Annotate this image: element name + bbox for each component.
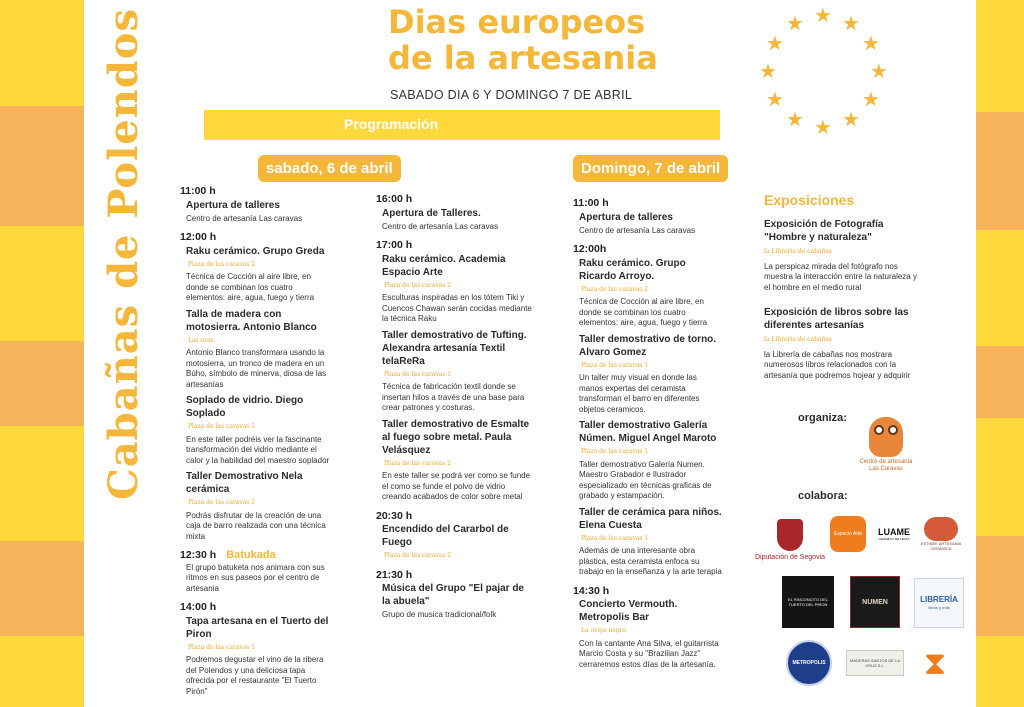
star-icon: ★ (814, 117, 832, 139)
stripe-right-2 (976, 112, 1024, 230)
event-place: Plaza de las caravas 2 (384, 459, 452, 467)
stripe-right-6 (976, 536, 1024, 636)
event-desc: Técnica de Cocción al aire libre, en donde se combinan los cuatro elementos: aire, agua, fuego y tierra (186, 272, 315, 302)
stripe-right-1 (976, 0, 1024, 112)
event-place: Plaza de las caravas 1 (384, 370, 452, 378)
star-icon: ★ (766, 89, 784, 111)
event-desc: Esculturas inspiradas en los tótem Tiki y Cuencos Chawan serán cocidas mediante la técnica Raku (382, 293, 532, 323)
event-title: Raku cerámico. Academia Espacio Arte (382, 253, 506, 278)
event-place: Plaza de las caravas 1 (188, 423, 256, 430)
star-icon: ★ (842, 13, 860, 35)
metropolis-logo (786, 640, 832, 686)
diputacion-text: Diputación de Segovia (754, 554, 826, 561)
event-place: Plaza de las caravas 1 (581, 448, 649, 455)
event-place: Plaza de las caravas 2 (384, 281, 452, 289)
event-time: 14:00 h (180, 601, 217, 613)
event-place: Plaza de las caravas 1 (581, 534, 649, 542)
stripe-right-3 (976, 230, 1024, 346)
espacio-arte-logo (830, 516, 866, 552)
star-icon: ★ (786, 109, 804, 131)
event-time: 12:00 h (180, 231, 217, 243)
libreria-sub-text: libros y más (928, 605, 950, 610)
event-title: Apertura de talleres (186, 199, 280, 211)
event-desc: Con la cantante Ana Silva, el guitarrista Marcio Costa y su "Brazilian Jazz" cerraremos estos días de la artesanía. (579, 638, 719, 669)
event-title: Concierto Vermouth. Metropolis Bar (579, 599, 678, 623)
saturday-column-1 (180, 186, 330, 701)
programacion-banner: Programación (204, 110, 720, 140)
exposicion-desc: la Librería de cabañas nos mostrara numerosos libros relacionados con la artesanía que podremos hojear y adquirir (764, 349, 911, 380)
luame-text: LUAME (878, 527, 910, 537)
event-title: Música del Grupo "El pajar de la abuela" (382, 583, 524, 607)
star-icon: ★ (862, 33, 880, 55)
saturday-label: sabado, 6 de abril (258, 155, 401, 182)
event-time: 16:00 h (376, 193, 413, 205)
dates-line: SABADO DIA 6 Y DOMINGO 7 DE ABRIL (390, 88, 633, 102)
diputacion-segovia-logo (752, 512, 828, 568)
event-title: Raku cerámico. Grupo Greda (186, 245, 325, 257)
event-desc: Antonio Blanco transformara usando la motosierra, un tronco de madera en un Búho, símbolo de minerva, diosa de las artesanías (186, 348, 327, 389)
event-title: Apertura de talleres (579, 211, 673, 223)
libreria-logo (914, 578, 964, 628)
exposicion-title: Exposición de libros sobre las diferentes artesanías (764, 307, 909, 331)
event-title: Taller demostrativo de Esmalte al fuego sobre metal. Paula Velásquez (382, 418, 530, 456)
stripe-right-5 (976, 418, 1024, 536)
star-icon: ★ (814, 5, 832, 27)
event-desc: Técnica de fabricación textil donde se insertan hilos a través de una base para crear patrones y costuras. (382, 382, 525, 412)
exposicion-2 (764, 306, 919, 381)
event-desc: Centro de artesanía Las caravas (579, 225, 696, 235)
event-title: Taller de cerámica para niños. Elena Cuesta (579, 506, 722, 531)
event-time: 21:30 h (376, 568, 413, 581)
event-desc: En este taller se podrá ver como se funde el como se funde el polvo de vidrio creando acabados de color sobre metal (382, 471, 531, 501)
hourglass-logo (920, 642, 950, 684)
event-desc: Técnica de Cocción al aire libre, en donde se combinan los cuatro elementos: aire, agua, fuego y tierra (579, 297, 708, 327)
event-time: 17:00 h (376, 239, 413, 251)
star-icon: ★ (766, 33, 784, 55)
stripe-left-2 (0, 106, 84, 226)
star-icon: ★ (870, 61, 888, 83)
stripe-left-4 (0, 341, 84, 426)
event-title: Soplado de vidrio. Diego Soplado (186, 395, 304, 419)
exposicion-desc: La perspicaz mirada del fotógrafo nos muestra la interacción entre la naturaleza y el hombre en el medio rural (764, 261, 917, 292)
event-desc: Centro de artesanía Las caravas (186, 213, 303, 223)
event-desc: Podrás disfrutar de la creación de una caja de barro realizada con una técnica mixta (186, 510, 326, 541)
page-title (388, 4, 728, 76)
event-desc: Un taller muy visual en donde las manos expertas del ceramista transforman el barro en diferentes objetos ceramicos. (579, 373, 700, 414)
event-place: Plaza de las caravas 1 (188, 643, 256, 651)
event-time: 12:00h (573, 243, 607, 255)
event-time: 11:00 h (573, 197, 609, 209)
ceramic-icon (924, 517, 958, 541)
star-icon: ★ (862, 89, 880, 111)
exposicion-place: la Libreria de cabañas (764, 248, 833, 255)
event-time: 20:30 h (376, 509, 413, 522)
star-icon: ★ (842, 109, 860, 131)
event-time: 11:00 h (180, 185, 216, 197)
stripe-left-5 (0, 426, 84, 541)
event-place: Plaza de las caravas 2 (384, 552, 452, 559)
event-place: Plaza de las caravas 2 (581, 285, 649, 293)
star-icon: ★ (759, 61, 777, 83)
event-desc: Grupo de musica tradicional/folk (382, 610, 497, 619)
batukada-time: 12:30 h (180, 549, 217, 561)
event-place: La oveja negra (581, 627, 627, 634)
title-line-2: de la artesania (388, 39, 658, 77)
stripe-left-1 (0, 0, 84, 106)
event-desc: Taller demostrativo Galería Numen. Maestro Grabador e Ilustrador especializado en técnicas graficas de grabado y estampación. (579, 459, 712, 500)
rinconcito-text: EL RINCONCITO DEL TUERTO DEL PIRON (787, 597, 828, 607)
title-line-1: Dias europeos (388, 3, 646, 41)
exposiciones-title: Exposiciones (764, 192, 855, 208)
event-title: Talla de madera con motosierra. Antonio Blanco (186, 308, 317, 333)
maderas-text: MADERAS SANTOS DE LA CRUZ S.L. (850, 658, 900, 668)
event-title: Taller Demostrativo Nela cerámica (186, 471, 303, 495)
estinee-text: ESTINEE ARTESANIA CERÁMICA (920, 541, 962, 551)
event-title: Encendido del Cararbol de Fuego (382, 524, 509, 548)
event-time: 14:30 h (573, 584, 610, 597)
event-title: Tapa artesana en el Tuerto del Piron (186, 615, 329, 640)
event-title: Taller demostrativo de torno. Alvaro Gomez (579, 333, 717, 358)
event-place: Plaza de las caravas 1 (581, 361, 649, 369)
maderas-logo (846, 650, 904, 676)
colabora-label: colabora: (798, 490, 848, 502)
centro-logo-text: Centro de artesanía Las Caravas (859, 459, 913, 472)
sunday-label: Domingo, 7 de abril (573, 155, 728, 182)
batukada-label: Batukada (226, 549, 276, 561)
stripe-right-7 (976, 636, 1024, 707)
metropolis-text: METROPOLIS (792, 659, 826, 666)
event-desc: Además de una interesante obra plástica, esta ceramista enfoca su trabajo en la enseñanza y la arte terapia (579, 546, 722, 576)
event-desc: Podremos degustar el vino de la ribera del Polendos y una deliciosa tapa ofrecida por el restaurante "El Tuerto Pirón" (186, 655, 324, 696)
owl-icon (869, 417, 903, 457)
numen-logo (850, 576, 900, 628)
event-desc: El grupo batuketa nos animara con sus ritmos en sus paseos por el centro de artesania (186, 562, 325, 593)
saturday-column-2 (376, 194, 532, 625)
exposicion-title: Exposición de Fotografía "Hombre y naturaleza" (764, 219, 884, 243)
numen-text: NUMEN (862, 598, 888, 606)
stripe-right-4 (976, 346, 1024, 418)
vertical-title: Cabañas de Polendos (100, 7, 147, 500)
luame-sub-text: CERÁMICA DE TECTA (878, 537, 910, 541)
event-title: Apertura de Talleres. (382, 207, 481, 219)
event-desc: En este taller podréis ver la fascinante transformación del vidrio mediante el calor y la habilidad del maestro soplador (186, 434, 330, 465)
centro-artesania-logo (855, 414, 917, 476)
event-title: Raku cerámico. Grupo Ricardo Arroyo. (579, 257, 686, 282)
stripe-left-3 (0, 226, 84, 341)
rinconcito-logo (782, 576, 834, 628)
organiza-label: organiza: (798, 412, 847, 424)
event-place: Plaza de las caravas 2 (188, 260, 256, 268)
espacio-arte-text: Espacio Arte (833, 530, 863, 537)
event-place: Las eras (188, 336, 214, 344)
luame-logo (874, 516, 914, 552)
eu-stars-icon (758, 5, 888, 139)
event-desc: Centro de artesanía Las caravas (382, 221, 499, 231)
exposicion-1 (764, 218, 924, 293)
stripe-left-6 (0, 541, 84, 636)
sunday-column (573, 198, 723, 674)
exposicion-place: la Libreria de cabañas (764, 336, 833, 343)
libreria-text: LIBRERÍA (920, 595, 958, 604)
shield-icon (777, 519, 803, 551)
event-time (180, 550, 330, 561)
event-place: Plaza de las caravas 2 (188, 499, 256, 506)
stripe-left-7 (0, 636, 84, 707)
hourglass-icon: ⧗ (923, 644, 947, 682)
star-icon: ★ (786, 13, 804, 35)
estinee-logo (918, 514, 964, 554)
event-title: Taller demostrativo Galería Númen. Miguel Angel Maroto (579, 420, 717, 444)
event-title: Taller demostrativo de Tufting. Alexandra artesanía Textil telaReRa (382, 329, 527, 367)
